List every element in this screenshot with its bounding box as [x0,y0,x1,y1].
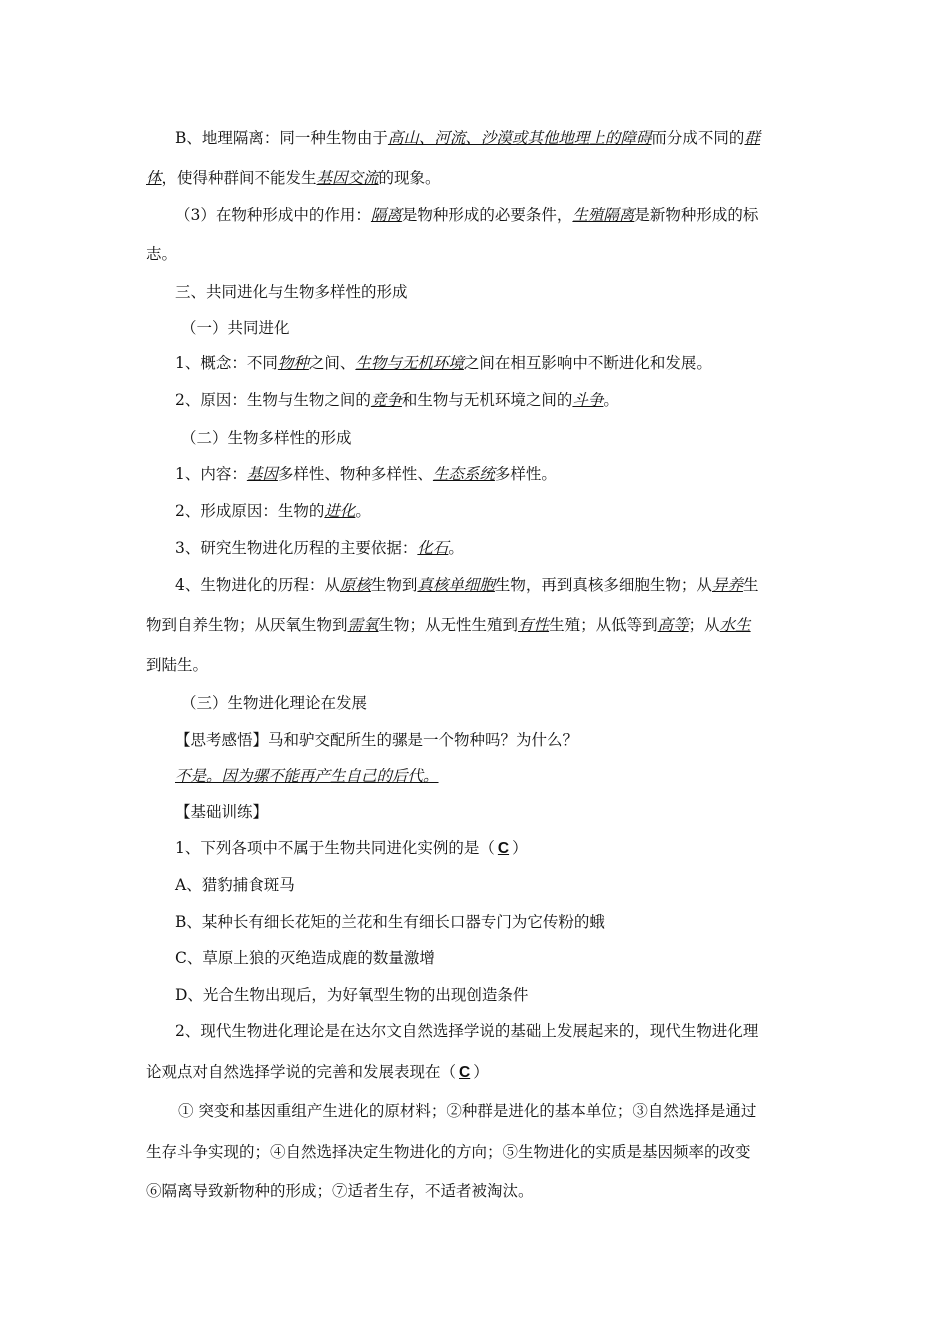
text: 生物到 [370,576,418,594]
answer-group-part2: 体 [146,169,162,187]
item-evidence [175,538,464,558]
text: 之间、 [308,354,356,372]
answer-sexual: 有性 [518,616,550,634]
answer-higher: 高等 [657,616,689,634]
statements-line-1: ① 突变和基因重组产生进化的原材料；②种群是进化的基本单位；③自然选择是通过 [178,1102,757,1120]
text: 1、内容： [175,465,247,483]
item-concept [175,353,712,373]
option-d: D、光合生物出现后，为好氧型生物的出现创造条件 [175,986,529,1004]
reflection-answer: 不是。因为骡不能再产生自己的后代。 [175,767,439,785]
option-b: B、某种长有细长花矩的兰花和生有细长口器专门为它传粉的蛾 [175,913,605,931]
text: 。 [355,502,371,520]
text: 1、概念：不同 [175,354,278,372]
item-formation-cause [175,501,371,521]
question-2: 2、现代生物进化理论是在达尔文自然选择学说的基础上发展起来的，现代生物进化理 [175,1022,759,1040]
text: 是新物种形成的标 [634,206,759,224]
text: ，使得种群间不能发生 [161,169,317,187]
statements-line-3: ⑥隔离导致新物种的形成；⑦适者生存，不适者被淘汰。 [146,1182,534,1200]
item-content [175,464,557,484]
text: 而分成不同的 [651,129,745,147]
text: 生物，再到真核多细胞生物；从 [494,576,712,594]
item-cause [175,390,619,410]
text: 物到自养生物；从厌氧生物到 [146,616,348,634]
question-2-cont [146,1062,489,1083]
answer-struggle: 斗争 [572,391,604,409]
text: （3）在物种形成中的作用： [175,206,371,224]
text: 生物；从无性生殖到 [378,616,519,634]
answer-isolation: 隔离 [370,206,402,224]
text: 的现象。 [378,169,441,187]
text: ） [473,1063,489,1081]
text: 生殖；从低等到 [549,616,658,634]
answer-bio-environment: 生物与无机环境 [355,354,464,372]
answer-reproductive-isolation: 生殖隔离 [572,206,635,224]
text: ；从 [688,616,720,634]
para-geographic-isolation [175,128,760,148]
answer-eukaryote-single: 真核单细胞 [417,576,495,594]
text: 多样性。 [494,465,557,483]
item-history-cont [146,615,751,635]
text: 1、下列各项中不属于生物共同进化实例的是（ [175,839,495,857]
section-heading-coevolution: 三、共同进化与生物多样性的形成 [175,283,408,301]
text: 4、生物进化的历程：从 [175,576,340,594]
para-role-in-speciation [175,205,758,225]
option-a: A、猎豹捕食斑马 [175,876,295,894]
para-role-cont: 志。 [146,245,178,263]
answer-gene: 基因 [246,465,278,483]
text: 多样性、物种多样性、 [277,465,433,483]
text: ） [512,839,528,857]
answer-ecosystem: 生态系统 [432,465,495,483]
answer-gene-exchange: 基因交流 [316,169,379,187]
option-c: C、草原上狼的灭绝造成鹿的数量激增 [175,949,435,967]
text: B、地理隔离：同一种生物由于 [175,129,388,147]
item-history [175,575,758,595]
answer-competition: 竞争 [370,391,402,409]
answer-group-part1: 群 [744,129,760,147]
subheading-theory-development: （三）生物进化理论在发展 [181,694,368,712]
section-basic-training: 【基础训练】 [175,803,269,821]
text: 和生物与无机环境之间的 [401,391,573,409]
answer-prokaryote: 原核 [339,576,371,594]
text: 2、原因：生物与生物之间的 [175,391,371,409]
answer-fossil: 化石 [417,539,449,557]
answer-barriers: 高山、河流、沙漠或其他地理上的障碍 [387,129,652,147]
answer-species: 物种 [277,354,309,372]
item-history-end: 到陆生。 [146,656,209,674]
answer-aerobic: 需氧 [347,616,379,634]
answer-q2: C [459,1064,471,1081]
text: 生 [742,576,759,594]
text: 3、研究生物进化历程的主要依据： [175,539,418,557]
statements-line-2: 生存斗争实现的；④自然选择决定生物进化的方向；⑤生物进化的实质是基因频率的改变 [146,1143,751,1161]
subheading-biodiversity: （二）生物多样性的形成 [181,429,352,447]
question-1 [175,838,528,859]
reflection-question: 【思考感悟】马和驴交配所生的骡是一个物种吗？为什么？ [175,731,579,749]
answer-evolution: 进化 [324,502,356,520]
text: 2、形成原因：生物的 [175,502,325,520]
answer-q1: C [497,840,510,857]
text: 。 [603,391,619,409]
answer-heterotroph: 异养 [711,576,743,594]
text: 是物种形成的必要条件， [401,206,573,224]
answer-aquatic: 水生 [719,616,751,634]
text: 。 [448,539,464,557]
text: 之间在相互影响中不断进化和发展。 [463,354,712,372]
subheading-coevolution: （一）共同进化 [181,319,290,337]
para-geographic-isolation-cont [146,168,441,188]
text: 论观点对自然选择学说的完善和发展表现在（ [146,1063,457,1081]
